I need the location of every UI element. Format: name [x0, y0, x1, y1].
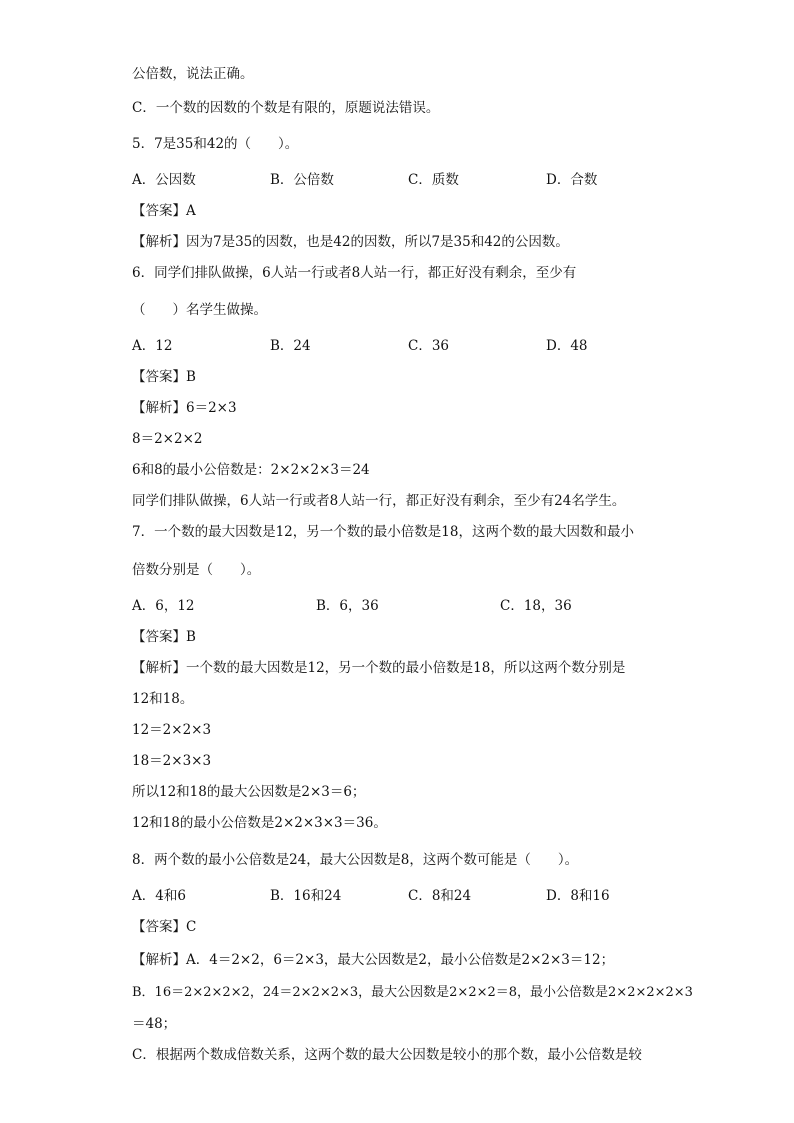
- q8-option-d: D．8和16: [546, 888, 610, 904]
- analysis-8: 【解析】A．4＝2×2，6＝2×3，最大公因数是2，最小公倍数是2×2×3＝12；: [132, 952, 615, 968]
- answer-7: 【答案】B: [132, 629, 196, 645]
- analysis-7: 【解析】一个数的最大因数是12，另一个数的最小倍数是18，所以这两个数分别是: [132, 660, 626, 676]
- q6-option-d: D．48: [546, 338, 588, 354]
- analysis-8-line: ＝48；: [132, 1016, 177, 1032]
- analysis-7-line: 所以12和18的最大公因数是2×3＝6；: [132, 784, 366, 800]
- q6-option-c: C．36: [408, 338, 450, 354]
- analysis-8-line: B．16＝2×2×2×2，24＝2×2×2×3，最大公因数是2×2×2＝8，最小公倍数是2×2×2×2×3: [132, 985, 693, 1000]
- answer-6: 【答案】B: [132, 369, 196, 385]
- question-5: 5．7是35和42的（ ）。: [132, 136, 299, 152]
- analysis-7-line: 12＝2×2×3: [132, 722, 212, 738]
- analysis-6-line: 6和8的最小公倍数是：2×2×2×3＝24: [132, 462, 370, 478]
- q8-option-b: B．16和24: [270, 888, 342, 904]
- q7-option-b: B．6，36: [316, 598, 379, 614]
- text-line: 公倍数，说法正确。: [132, 66, 254, 82]
- question-6-cont: （ ）名学生做操。: [132, 302, 267, 318]
- q8-option-c: C．8和24: [408, 888, 472, 904]
- answer-5: 【答案】A: [132, 203, 196, 219]
- q5-option-d: D．合数: [546, 172, 598, 188]
- question-8: 8．两个数的最小公倍数是24，最大公因数是8，这两个数可能是（ ）。: [132, 852, 579, 868]
- q7-option-a: A．6，12: [132, 598, 195, 614]
- question-7: 7．一个数的最大因数是12，另一个数的最小倍数是18，这两个数的最大因数和最小: [132, 524, 634, 540]
- answer-8: 【答案】C: [132, 919, 197, 935]
- analysis-6-line: 8＝2×2×2: [132, 431, 203, 447]
- q5-option-a: A．公因数: [132, 172, 196, 188]
- question-6: 6．同学们排队做操，6人站一行或者8人站一行，都正好没有剩余，至少有: [132, 265, 577, 281]
- analysis-8-line: C．根据两个数成倍数关系，这两个数的最大公因数是较小的那个数，最小公倍数是较: [132, 1047, 642, 1063]
- analysis-6: 【解析】6＝2×3: [132, 400, 237, 416]
- analysis-7-line: 18＝2×3×3: [132, 753, 212, 769]
- q8-option-a: A．4和6: [132, 888, 186, 904]
- analysis-7-line: 12和18的最小公倍数是2×2×3×3＝36。: [132, 815, 387, 831]
- analysis-6-line: 同学们排队做操，6人站一行或者8人站一行，都正好没有剩余，至少有24名学生。: [132, 493, 626, 509]
- analysis-5: 【解析】因为7是35的因数，也是42的因数，所以7是35和42的公因数。: [132, 234, 569, 250]
- q5-option-b: B．公倍数: [270, 172, 334, 188]
- question-7-cont: 倍数分别是（ ）。: [132, 562, 261, 578]
- text-line: C．一个数的因数的个数是有限的，原题说法错误。: [132, 100, 440, 116]
- q6-option-b: B．24: [270, 338, 311, 354]
- q6-option-a: A．12: [132, 338, 173, 354]
- analysis-7-line: 12和18。: [132, 691, 194, 707]
- q5-option-c: C．质数: [408, 172, 459, 188]
- q7-option-c: C．18，36: [500, 598, 572, 614]
